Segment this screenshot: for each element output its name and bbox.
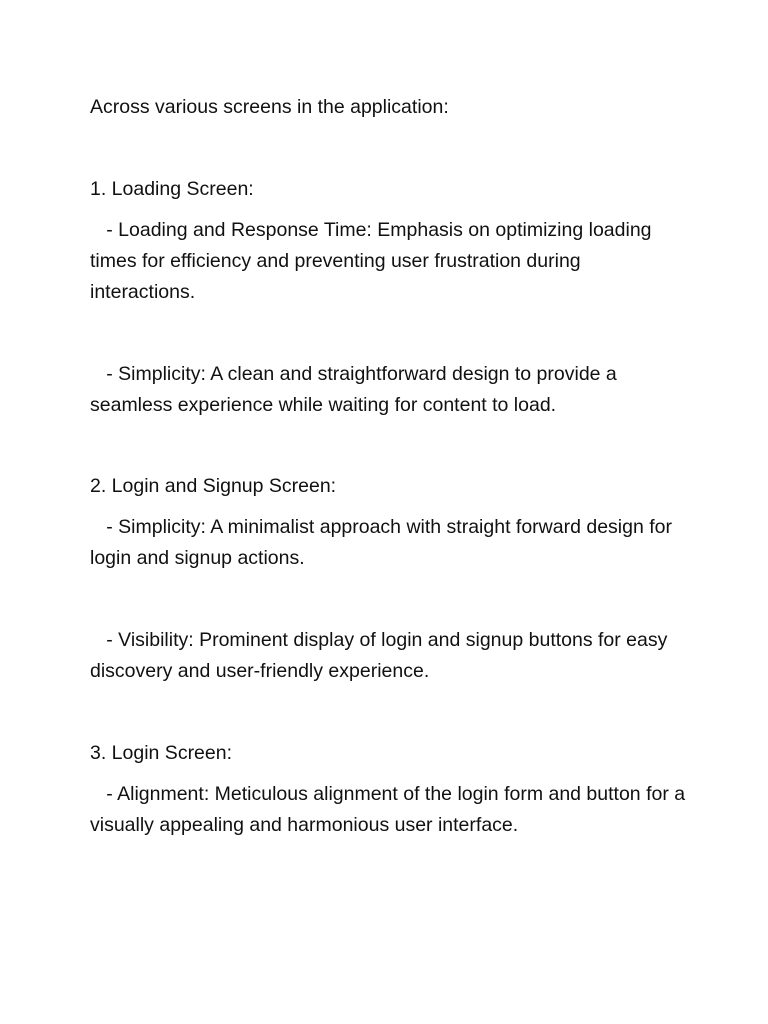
point-loading-simplicity: - Simplicity: A clean and straightforward design to provide a seamless experience while waiting for content to load. [90,363,623,416]
section-heading-login-signup-screen: 2. Login and Signup Screen: [90,475,337,497]
point-login-signup-simplicity: - Simplicity: A minimalist approach with straight forward design for login and signup actions. [90,516,678,569]
intro-text: Across various screens in the application: [90,96,449,118]
point-login-signup-visibility: - Visibility: Prominent display of login and signup buttons for easy discovery and user-friendly experience. [90,629,673,682]
section-heading-loading-screen: 1. Loading Screen: [90,178,254,200]
point-login-alignment: - Alignment: Meticulous alignment of the login form and button for a visually appealing and harmonious user interface. [90,783,691,836]
section-heading-login-screen: 3. Login Screen: [90,742,233,764]
point-loading-response-time: - Loading and Response Time: Emphasis on optimizing loading times for efficiency and preventing user frustration during interactions. [90,219,657,303]
